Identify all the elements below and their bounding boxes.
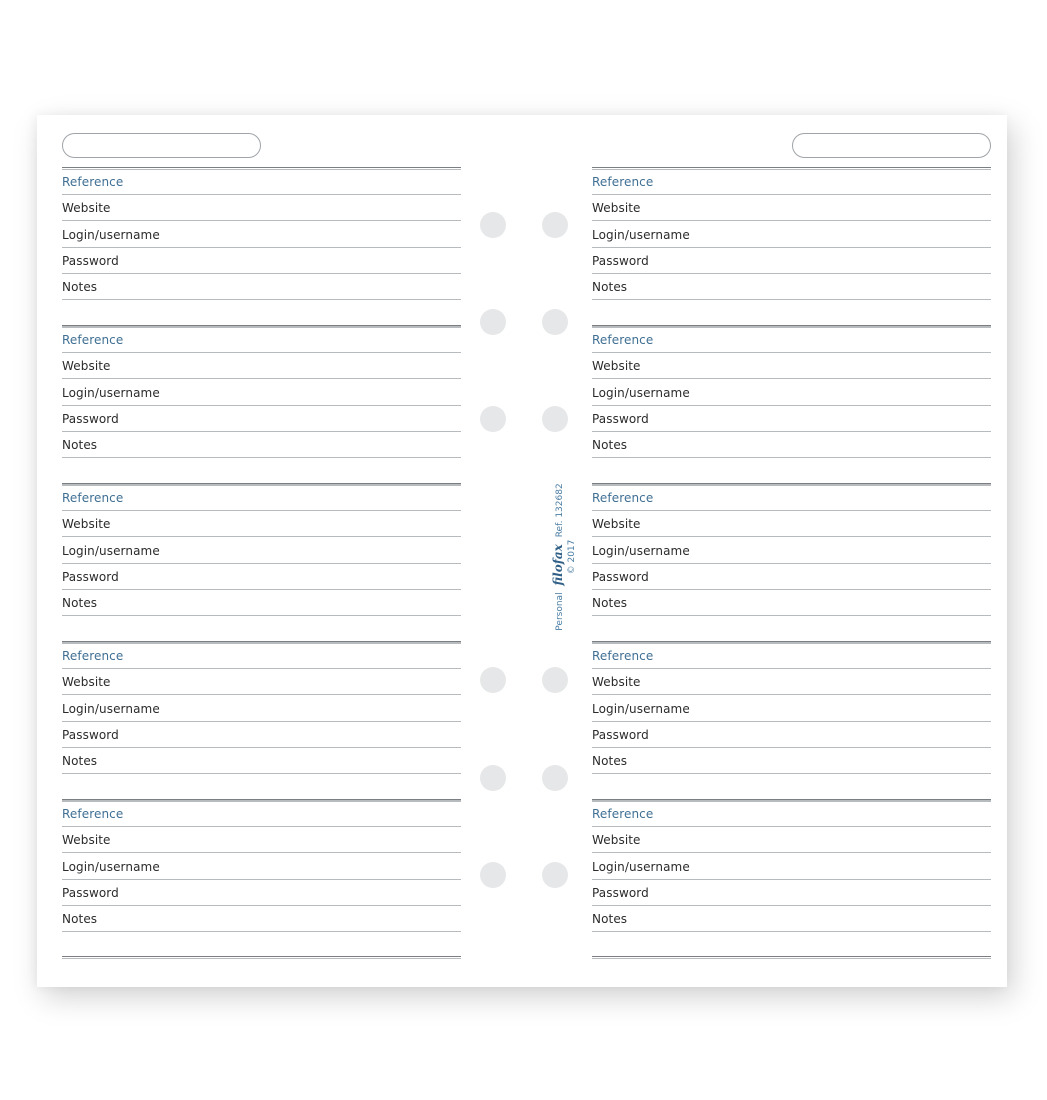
login-label: Login/username — [592, 385, 690, 400]
reference-field[interactable] — [62, 169, 461, 195]
notes-field[interactable] — [592, 432, 991, 458]
login-label: Login/username — [62, 543, 160, 558]
website-label: Website — [592, 833, 641, 848]
punch-hole — [480, 406, 506, 432]
blank-line[interactable] — [592, 301, 991, 327]
login-field[interactable] — [62, 696, 461, 722]
password-label: Password — [592, 885, 649, 900]
password-label: Password — [592, 727, 649, 742]
website-label: Website — [592, 359, 641, 374]
entry-block — [592, 799, 991, 957]
title-box[interactable] — [62, 133, 261, 158]
blank-line[interactable] — [592, 617, 991, 643]
website-field[interactable] — [62, 195, 461, 221]
website-field[interactable] — [62, 669, 461, 695]
notes-field[interactable] — [592, 906, 991, 932]
website-field[interactable] — [62, 353, 461, 379]
notes-field[interactable] — [592, 274, 991, 300]
notes-label: Notes — [62, 912, 98, 927]
notes-label: Notes — [62, 754, 98, 769]
blank-line[interactable] — [62, 617, 461, 643]
punch-hole — [480, 862, 506, 888]
entry-block — [592, 641, 991, 799]
login-field[interactable] — [62, 222, 461, 248]
notes-label: Notes — [592, 280, 628, 295]
login-label: Login/username — [62, 227, 160, 242]
reference-field[interactable] — [62, 801, 461, 827]
reference-field[interactable] — [62, 485, 461, 511]
title-box[interactable] — [792, 133, 991, 158]
login-field[interactable] — [592, 380, 991, 406]
entry-list — [592, 167, 991, 957]
password-field[interactable] — [592, 722, 991, 748]
login-label: Login/username — [62, 859, 160, 874]
password-field[interactable] — [592, 564, 991, 590]
notes-field[interactable] — [62, 748, 461, 774]
password-label: Password — [62, 727, 119, 742]
blank-line[interactable] — [592, 933, 991, 959]
website-field[interactable] — [592, 195, 991, 221]
reference-field[interactable] — [62, 327, 461, 353]
left-page — [62, 115, 461, 987]
login-label: Login/username — [62, 385, 160, 400]
punch-hole — [542, 309, 568, 335]
notes-field[interactable] — [592, 748, 991, 774]
website-field[interactable] — [592, 827, 991, 853]
imprint-copyright: © 2017 — [567, 539, 577, 575]
entry-block — [62, 799, 461, 957]
notes-field[interactable] — [62, 590, 461, 616]
notes-label: Notes — [592, 438, 628, 453]
blank-line[interactable] — [62, 301, 461, 327]
reference-label: Reference — [62, 333, 124, 347]
website-label: Website — [62, 675, 111, 690]
website-label: Website — [62, 517, 111, 532]
reference-label: Reference — [592, 333, 654, 347]
imprint-ref: Ref. 132682 — [555, 483, 565, 538]
password-field[interactable] — [62, 564, 461, 590]
login-label: Login/username — [592, 543, 690, 558]
imprint-range: Personal — [555, 592, 565, 631]
entry-block — [592, 325, 991, 483]
right-page — [592, 115, 991, 987]
password-label: Password — [592, 253, 649, 268]
website-label: Website — [592, 517, 641, 532]
punch-hole — [542, 212, 568, 238]
password-label: Password — [62, 569, 119, 584]
notes-label: Notes — [62, 280, 98, 295]
website-field[interactable] — [62, 511, 461, 537]
reference-label: Reference — [62, 175, 124, 189]
blank-line[interactable] — [592, 775, 991, 801]
entry-block — [62, 483, 461, 641]
password-field[interactable] — [592, 248, 991, 274]
reference-field[interactable] — [62, 643, 461, 669]
password-field[interactable] — [62, 880, 461, 906]
punch-hole — [480, 309, 506, 335]
login-field[interactable] — [592, 854, 991, 880]
notes-label: Notes — [592, 596, 628, 611]
website-field[interactable] — [62, 827, 461, 853]
website-label: Website — [62, 359, 111, 374]
reference-label: Reference — [592, 491, 654, 505]
notes-label: Notes — [592, 912, 628, 927]
password-field[interactable] — [62, 406, 461, 432]
login-field[interactable] — [62, 854, 461, 880]
punch-hole — [542, 862, 568, 888]
brand-logo: filofax — [551, 544, 565, 586]
website-field[interactable] — [592, 353, 991, 379]
blank-line[interactable] — [62, 459, 461, 485]
entry-block — [62, 641, 461, 799]
reference-label: Reference — [592, 649, 654, 663]
entry-block — [592, 483, 991, 641]
entry-block — [62, 167, 461, 325]
organizer-sheet — [37, 115, 1007, 987]
reference-field[interactable] — [592, 643, 991, 669]
notes-field[interactable] — [62, 906, 461, 932]
website-label: Website — [592, 201, 641, 216]
login-label: Login/username — [592, 701, 690, 716]
punch-hole — [542, 765, 568, 791]
password-label: Password — [62, 253, 119, 268]
notes-field[interactable] — [62, 274, 461, 300]
website-label: Website — [62, 201, 111, 216]
login-field[interactable] — [62, 538, 461, 564]
password-label: Password — [62, 411, 119, 426]
punch-hole — [480, 212, 506, 238]
blank-line[interactable] — [592, 459, 991, 485]
password-field[interactable] — [592, 406, 991, 432]
website-label: Website — [62, 833, 111, 848]
login-label: Login/username — [62, 701, 160, 716]
brand-imprint — [552, 483, 578, 630]
login-label: Login/username — [592, 859, 690, 874]
punch-hole — [480, 765, 506, 791]
reference-label: Reference — [62, 649, 124, 663]
blank-line[interactable] — [62, 775, 461, 801]
reference-field[interactable] — [592, 169, 991, 195]
punch-hole — [542, 667, 568, 693]
notes-label: Notes — [62, 438, 98, 453]
punch-hole — [480, 667, 506, 693]
notes-field[interactable] — [592, 590, 991, 616]
reference-label: Reference — [592, 175, 654, 189]
reference-label: Reference — [62, 807, 124, 821]
password-label: Password — [592, 411, 649, 426]
entry-block — [592, 167, 991, 325]
bottom-rule — [592, 956, 991, 959]
login-field[interactable] — [592, 538, 991, 564]
reference-label: Reference — [62, 491, 124, 505]
website-field[interactable] — [592, 511, 991, 537]
notes-field[interactable] — [62, 432, 461, 458]
login-label: Login/username — [592, 227, 690, 242]
login-field[interactable] — [592, 696, 991, 722]
reference-field[interactable] — [592, 485, 991, 511]
notes-label: Notes — [592, 754, 628, 769]
login-field[interactable] — [62, 380, 461, 406]
reference-field[interactable] — [592, 327, 991, 353]
notes-label: Notes — [62, 596, 98, 611]
bottom-rule — [62, 956, 461, 959]
password-field[interactable] — [62, 722, 461, 748]
website-label: Website — [592, 675, 641, 690]
punch-hole — [542, 406, 568, 432]
website-field[interactable] — [592, 669, 991, 695]
entry-list — [62, 167, 461, 957]
password-field[interactable] — [62, 248, 461, 274]
entry-block — [62, 325, 461, 483]
password-field[interactable] — [592, 880, 991, 906]
password-label: Password — [62, 885, 119, 900]
password-label: Password — [592, 569, 649, 584]
login-field[interactable] — [592, 222, 991, 248]
blank-line[interactable] — [62, 933, 461, 959]
reference-field[interactable] — [592, 801, 991, 827]
reference-label: Reference — [592, 807, 654, 821]
